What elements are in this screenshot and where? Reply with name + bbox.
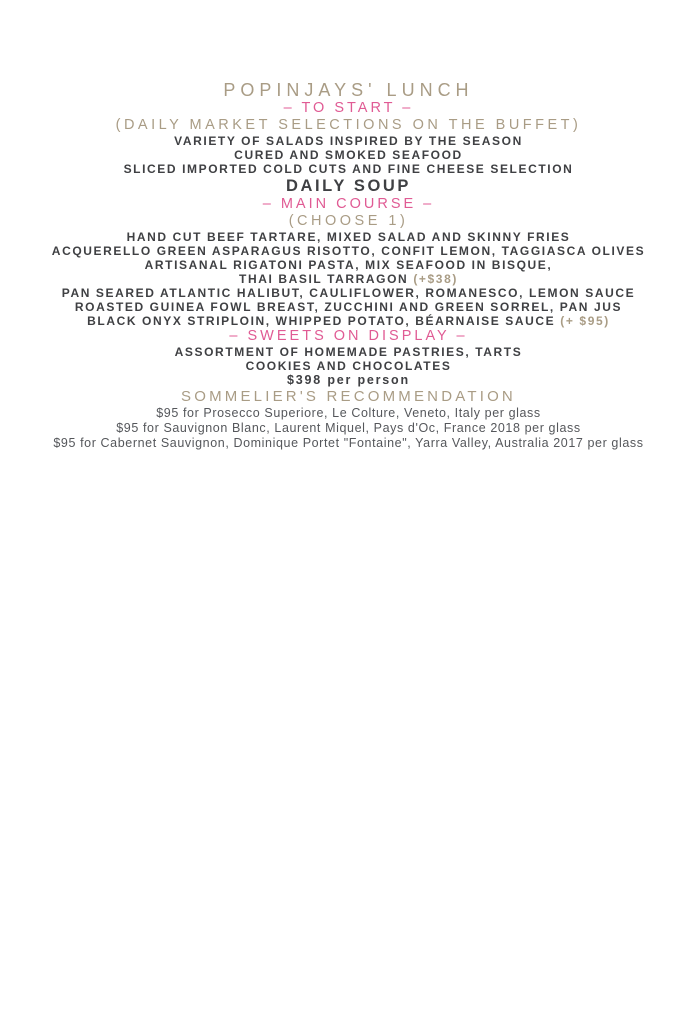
wine-item-sauvignon-blanc: $95 for Sauvignon Blanc, Laurent Miquel, Pays d'Oc, France 2018 per glass <box>116 421 581 435</box>
menu-item-cold-cuts: SLICED IMPORTED COLD CUTS AND FINE CHEESE SELECTION <box>123 162 574 176</box>
striploin-text: BLACK ONYX STRIPLOIN, WHIPPED POTATO, BÉARNAISE SAUCE <box>87 314 556 328</box>
main-course-subheading: (CHOOSE 1) <box>288 213 409 229</box>
menu-item-rigatoni-line2 <box>0 272 697 286</box>
wine-item-prosecco: $95 for Prosecco Superiore, Le Colture, Veneto, Italy per glass <box>156 406 541 420</box>
menu-item-guinea-fowl: ROASTED GUINEA FOWL BREAST, ZUCCHINI AND GREEN SORREL, PAN JUS <box>74 300 623 314</box>
menu-item-rigatoni-line1: ARTISANAL RIGATONI PASTA, MIX SEAFOOD IN BISQUE, <box>144 258 553 272</box>
menu-item-seafood: CURED AND SMOKED SEAFOOD <box>234 148 463 162</box>
main-course-heading: – MAIN COURSE – <box>262 196 435 212</box>
section-main-course <box>0 196 697 328</box>
rigatoni-supplement-price: (+$38) <box>413 272 458 286</box>
menu-item-risotto: ACQUERELLO GREEN ASPARAGUS RISOTTO, CONFIT LEMON, TAGGIASCA OLIVES <box>51 244 646 258</box>
price-per-person: $398 per person <box>287 373 410 387</box>
menu-item-cookies: COOKIES AND CHOCOLATES <box>245 359 452 373</box>
menu-item-pastries: ASSORTMENT OF HOMEMADE PASTRIES, TARTS <box>174 345 523 359</box>
section-sweets <box>0 328 697 373</box>
wine-item-cabernet-sauvignon: $95 for Cabernet Sauvignon, Dominique Portet "Fontaine", Yarra Valley, Australia 2017 per glass <box>53 436 644 450</box>
section-sommelier <box>0 388 697 451</box>
section-to-start <box>0 100 697 196</box>
sommelier-heading: SOMMELIER'S RECOMMENDATION <box>181 388 516 405</box>
menu-item-halibut: PAN SEARED ATLANTIC HALIBUT, CAULIFLOWER, ROMANESCO, LEMON SAUCE <box>61 286 636 300</box>
menu-item-daily-soup: DAILY SOUP <box>285 177 412 195</box>
menu-item-beef-tartare: HAND CUT BEEF TARTARE, MIXED SALAD AND SKINNY FRIES <box>126 230 571 244</box>
menu-item-salads: VARIETY OF SALADS INSPIRED BY THE SEASON <box>174 134 523 148</box>
to-start-heading: – TO START – <box>283 100 414 116</box>
menu-item-striploin <box>0 314 697 328</box>
sweets-heading: – SWEETS ON DISPLAY – <box>229 328 468 344</box>
menu-title: POPINJAYS' LUNCH <box>223 80 474 100</box>
to-start-subheading: (DAILY MARKET SELECTIONS ON THE BUFFET) <box>115 117 582 133</box>
striploin-supplement-price: (+ $95) <box>560 314 610 328</box>
rigatoni-line2-text: THAI BASIL TARRAGON <box>239 272 409 286</box>
